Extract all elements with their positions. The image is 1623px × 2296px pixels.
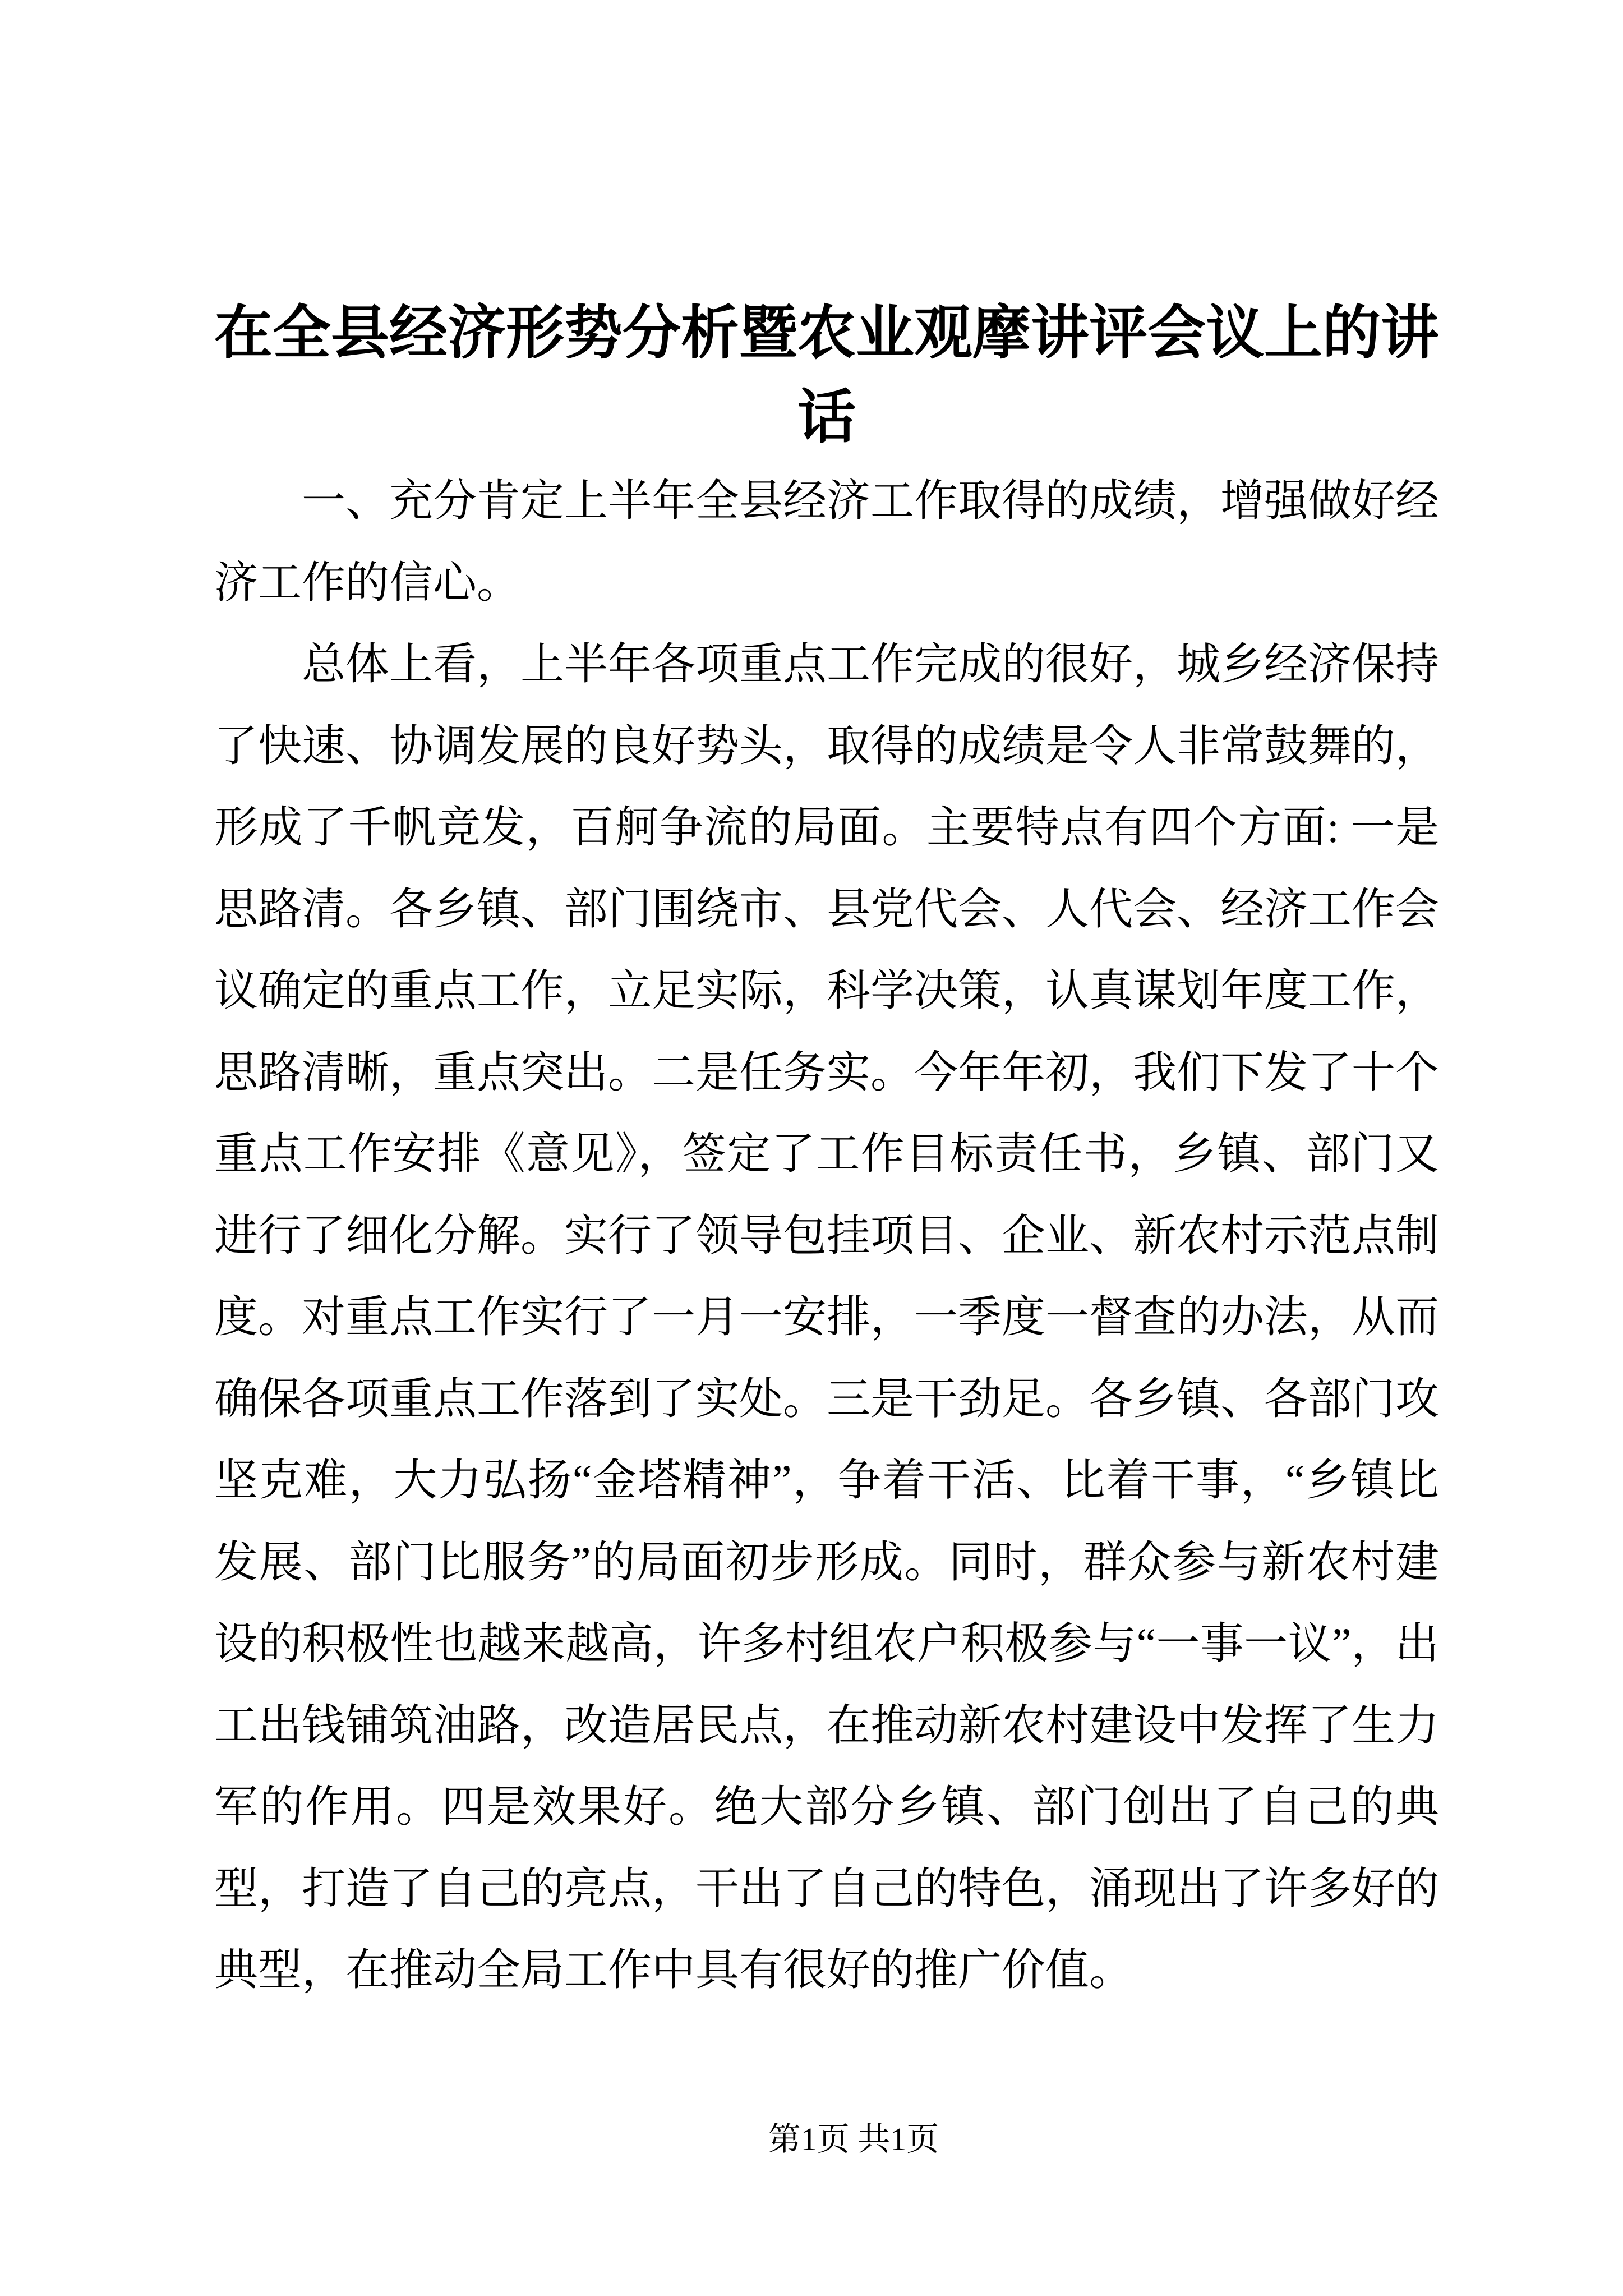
document-title: 在全县经济形势分析暨农业观摩讲评会议上的讲话 — [214, 301, 1440, 450]
paragraph-heading-one: 一、充分肯定上半年全县经济工作取得的成绩，增强做好经济工作的信心。 — [214, 476, 1440, 607]
page-number-footer: 第1页 共1页 — [768, 2121, 939, 2157]
document-body — [214, 0, 1439, 2011]
paragraph-body-main: 总体上看，上半年各项重点工作完成的很好，城乡经济保持了快速、协调发展的良好势头，取得的成绩是令人非常鼓舞的，形成了千帆竞发，百舸争流的局面。主要特点有四个方面: 一是思路清。各乡镇、部门围绕市、县党代会、人代会、经济工作会议确定的重点工作，立足实际，科学决策，认真谋划年度工作，思路清晰，重点突出。二是任务实。今年年初，我们下发了十个重点工作安排《意见》，签定了工作目标责任书，乡镇、部门又进行了细化分解。实行了领导包挂项目、企业、新农村示范点制度。对重点工作实行了一月一安排，一季度一督查的办法，从而确保各项重点工作落到了实处。三是干劲足。各乡镇、各部门攻坚克难，大力弘扬“金塔精神”，争着干活、比着干事，“乡镇比发展、部门比服务”的局面初步形成。同时，群众参与新农村建设的积极性也越来越高，许多村组农户积极参与“一事一议”，出工出钱铺筑油路，改造居民点，在推动新农村建设中发挥了生力军的作用。四是效果好。绝大部分乡镇、部门创出了自己的典型，打造了自己的亮点，干出了自己的特色，涌现出了许多好的典型，在推动全局工作中具有很好的推广价值。 — [214, 639, 1440, 1994]
